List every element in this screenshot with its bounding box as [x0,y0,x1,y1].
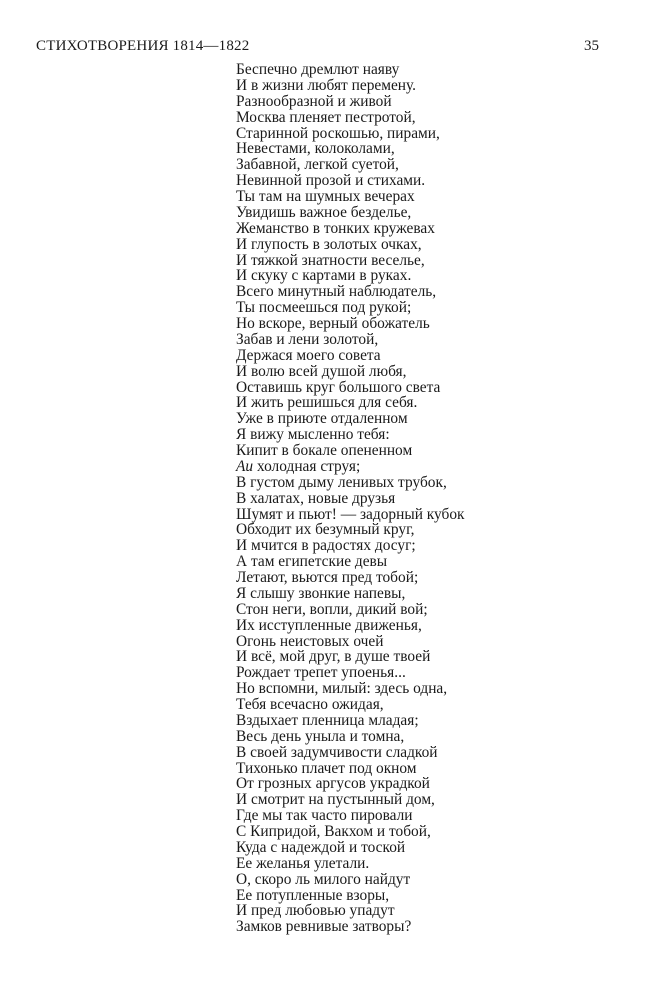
poem-line: Стон неги, вопли, дикий вой; [236,600,428,618]
poem-line: Но вспомни, милый: здесь одна, [236,680,448,698]
poem-line-italic-word: Аи [236,457,254,475]
poem-line: Забавной, легкой суетой, [236,156,399,174]
poem-line: Где мы так часто пировали [236,807,413,825]
poem-line: И в жизни любят перемену. [236,76,417,94]
poem-line: Ты там на шумных вечерах [236,188,415,205]
poem-text [236,62,465,935]
poem-line: В халатах, новые друзья [236,489,396,507]
poem-line: И скуку с картами в руках. [236,267,412,285]
poem-line: Летают, вьются пред тобой; [236,569,419,586]
poem-line: Тебя всечасно ожидая, [236,696,384,713]
poem-line: И волю всей душой любя, [236,362,407,380]
poem-line: Огонь неистовых очей [236,632,384,650]
poem-line: Старинной роскошью, пирами, [236,124,440,142]
poem-line: И жить решишься для себя. [236,394,418,412]
poem-line: В своей задумчивости сладкой [236,743,438,761]
poem-line: Невинной прозой и стихами. [236,172,426,190]
poem-line: Москва пленяет пестротой, [236,108,416,126]
poem-line: Всего минутный наблюдатель, [236,283,437,301]
poem-line: Я вижу мысленно тебя: [236,426,390,444]
poem-line: А там египетские девы [236,553,388,571]
poem-line: Ты посмеешься под рукой; [236,299,412,317]
poem-line: О, скоро ль милого найдут [236,870,411,888]
poem-line: Разнообразной и живой [236,92,392,110]
poem-line: От грозных аргусов украдкой [236,775,430,793]
poem-line: И пред любовью упадут [236,902,395,920]
poem-line: Вздыхает пленница младая; [236,711,419,729]
poem-line: И глупость в золотых очках, [236,235,422,253]
poem-line: Шумят и пьют! — задорный кубок [236,505,465,523]
poem-line: Замков ревнивые затворы? [236,918,412,936]
poem-line: В густом дыму ленивых трубок, [236,473,447,491]
poem-line: И мчится в радостях досуг; [236,537,416,555]
poem-line: Обходит их безумный круг, [236,521,415,539]
poem-line [236,459,465,475]
poem-line: И тяжкой знатности веселье, [236,251,425,269]
poem-line: Беспечно дремлют наяву [236,61,400,78]
running-title: СТИХОТВОРЕНИЯ 1814—1822 [36,38,250,54]
poem-line: Рождает трепет упоенья... [236,664,406,682]
poem-line: Ее желанья улетали. [236,854,370,872]
poem-line: Ее потупленные взоры, [236,886,390,904]
poem-line: И всё, мой друг, в душе твоей [236,648,431,666]
page-number: 35 [584,38,599,54]
poem-line-rest: холодная струя; [253,457,361,475]
poem-line: Забав и лени золотой, [236,330,379,348]
poem-line: Оставишь круг большого света [236,378,441,396]
poem-line: И смотрит на пустынный дом, [236,791,435,809]
poem-line: Их исступленные движенья, [236,616,422,634]
poem-line: Я слышу звонкие напевы, [236,584,406,602]
poem-line: Жеманство в тонких кружевах [236,219,435,237]
poem-line: С Кипридой, Вакхом и тобой, [236,823,431,840]
poem-line: Но вскоре, верный обожатель [236,315,430,332]
poem-line: Кипит в бокале опененном [236,442,413,459]
poem-line: Уже в приюте отдаленном [236,410,408,428]
poem-line: Держася моего совета [236,346,381,364]
poem-line: Куда с надеждой и тоской [236,838,406,856]
poem-line: Весь день уныла и томна, [236,727,405,745]
poem-line: Невестами, колоколами, [236,140,395,158]
poem-line: Тихонько плачет под окном [236,759,417,777]
poem-line: Увидишь важное безделье, [236,203,412,221]
